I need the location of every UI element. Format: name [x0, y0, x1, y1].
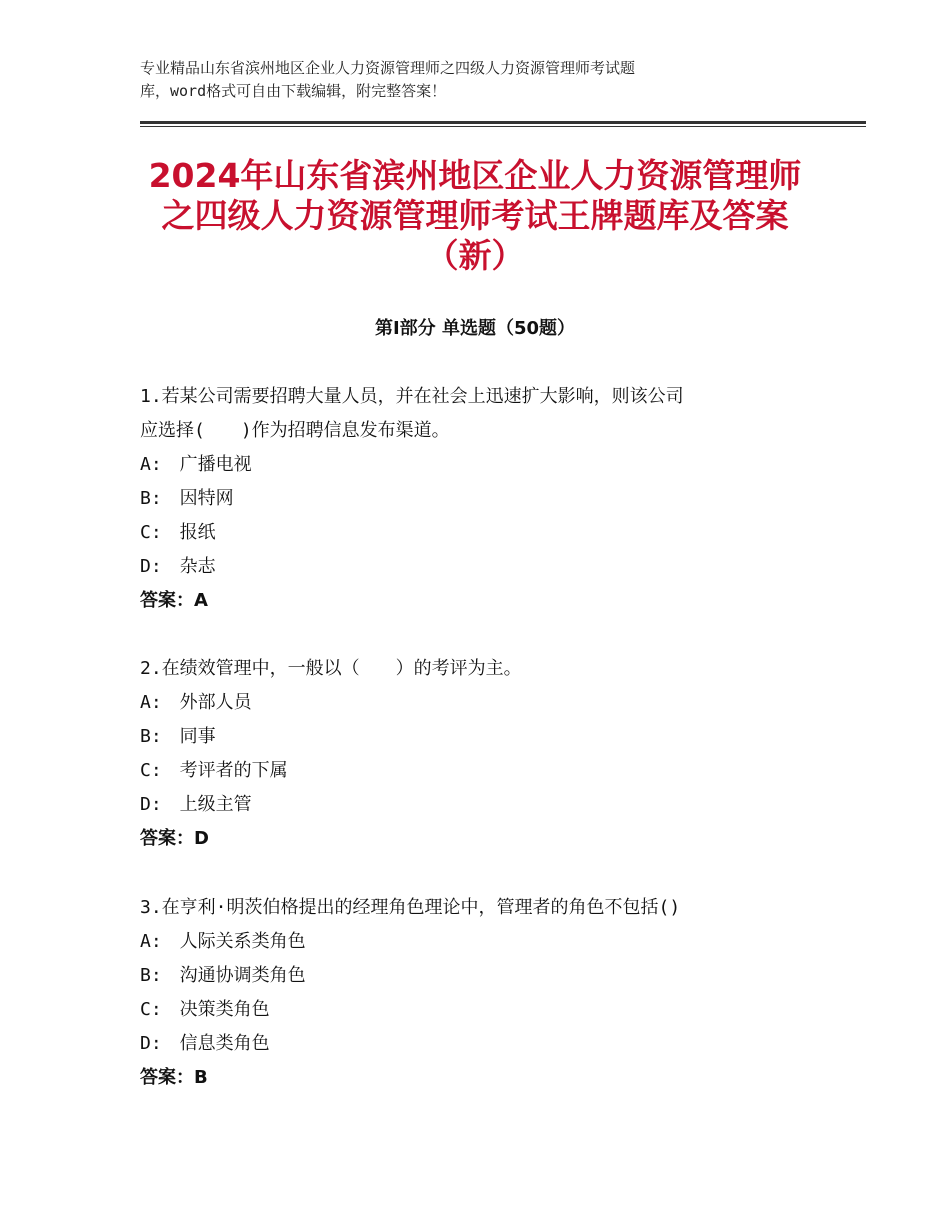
header-divider-thin	[140, 126, 866, 127]
header-note-line: 库，word格式可自由下载编辑，附完整答案！	[140, 82, 447, 100]
question-stem: 应选择( )作为招聘信息发布渠道。	[140, 420, 450, 441]
question-stem: 1.若某公司需要招聘大量人员，并在社会上迅速扩大影响，则该公司	[140, 386, 684, 407]
document-title-line: 2024年山东省滨州地区企业人力资源管理师	[148, 156, 802, 195]
header-note-line: 专业精品山东省滨州地区企业人力资源管理师之四级人力资源管理师考试题	[140, 59, 636, 77]
header-divider-thick	[140, 121, 866, 124]
answer-label: 答案：D	[140, 828, 209, 849]
answer-label: 答案：B	[140, 1067, 208, 1088]
header-note	[140, 57, 840, 103]
question-block	[140, 652, 840, 856]
option-c: C: 考评者的下属	[140, 760, 288, 781]
question-block	[140, 380, 840, 618]
option-a: A: 人际关系类角色	[140, 931, 306, 952]
option-d: D: 杂志	[140, 556, 216, 577]
document-title	[110, 156, 840, 276]
option-b: B: 同事	[140, 726, 216, 747]
option-c: C: 决策类角色	[140, 999, 270, 1020]
option-c: C: 报纸	[140, 522, 216, 543]
option-a: A: 广播电视	[140, 454, 252, 475]
option-a: A: 外部人员	[140, 692, 252, 713]
option-b: B: 沟通协调类角色	[140, 965, 306, 986]
question-block	[140, 891, 840, 1095]
document-title-line: 之四级人力资源管理师考试王牌题库及答案	[161, 196, 789, 235]
option-d: D: 信息类角色	[140, 1033, 270, 1054]
question-stem: 2.在绩效管理中，一般以（ ）的考评为主。	[140, 658, 522, 679]
document-title-line: （新）	[425, 236, 525, 275]
option-d: D: 上级主管	[140, 794, 252, 815]
answer-label: 答案：A	[140, 590, 208, 611]
section-heading: 第Ⅰ部分 单选题（50题）	[374, 318, 575, 339]
option-b: B: 因特网	[140, 488, 234, 509]
question-stem: 3.在亨利·明茨伯格提出的经理角色理论中，管理者的角色不包括()	[140, 897, 681, 918]
